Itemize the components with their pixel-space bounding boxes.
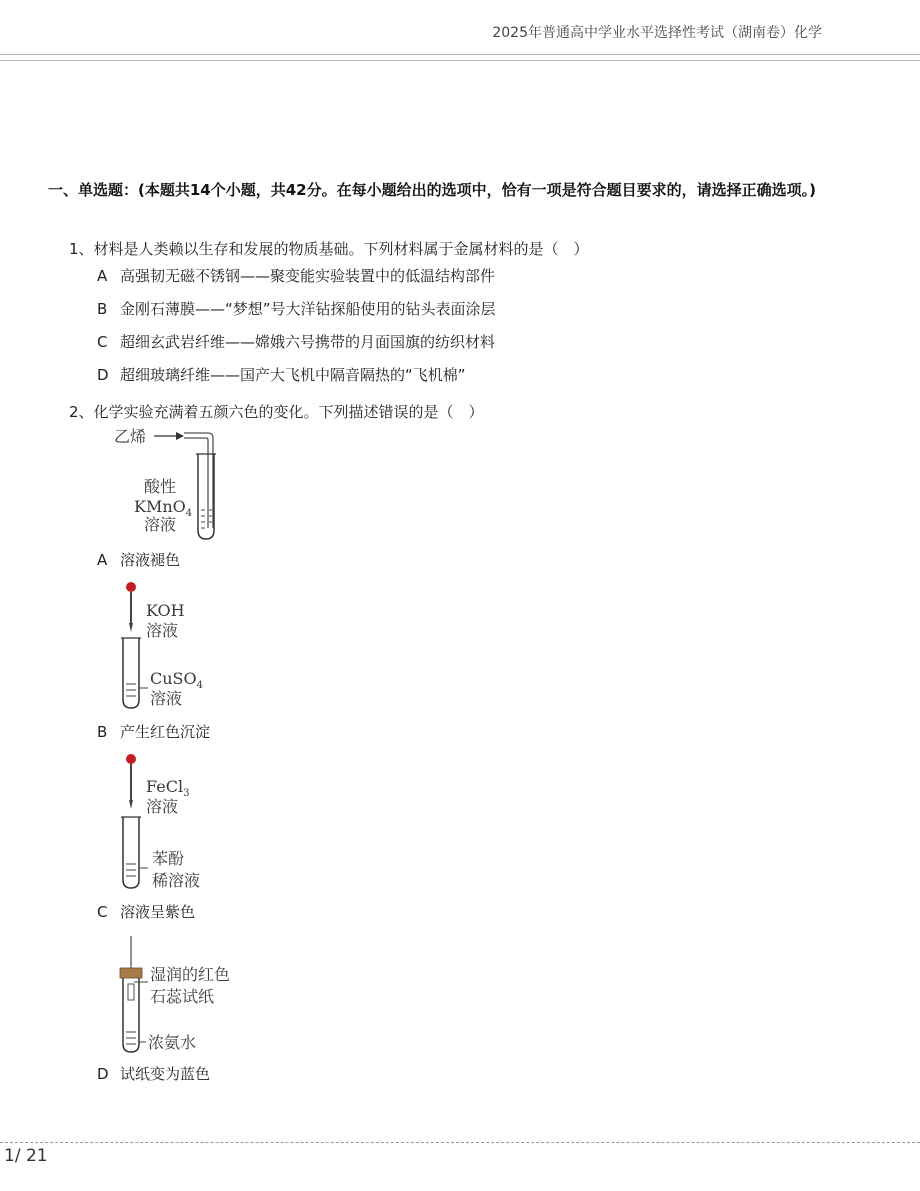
arrow-head-icon: [176, 432, 184, 440]
question-1-option-b[interactable]: [97, 298, 496, 319]
question-2-stem: 2、化学实验充满着五颜六色的变化。下列描述错误的是（ ）: [69, 403, 484, 421]
figure-c-fecl3-phenol: [110, 750, 240, 892]
dropper-bulb-icon: [126, 754, 136, 764]
option-text: 高强韧无磁不锈钢——聚变能实验装置中的低温结构部件: [120, 267, 496, 285]
option-letter: C: [97, 333, 108, 351]
figure-a-label-kmno4: KMnO$_4$: [134, 497, 193, 519]
question-2-option-c[interactable]: [97, 901, 195, 922]
figure-c-tube-label-dilute: 稀溶液: [152, 871, 201, 890]
figure-b-dropper-label-koh: KOH: [146, 601, 185, 620]
dropper-tip: [129, 623, 133, 632]
option-text: 产生红色沉淀: [120, 723, 211, 741]
question-2-option-b[interactable]: [97, 721, 210, 742]
figure-a-label-solution: 溶液: [144, 515, 177, 534]
option-letter: B: [97, 723, 108, 741]
header-divider: [0, 60, 920, 61]
option-text: 超细玄武岩纤维——嫦娥六号携带的月面国旗的纺织材料: [120, 333, 496, 351]
option-letter: A: [97, 267, 108, 285]
figure-d-ammonia-litmus: [110, 934, 250, 1060]
question-1-option-a[interactable]: [97, 265, 495, 286]
figure-b-tube-label-cuso4: CuSO$_4$: [150, 669, 203, 691]
figure-b-koh-cuso4: [110, 578, 240, 714]
figure-d-label-red-paper: 湿润的红色: [150, 965, 231, 984]
option-text: 超细玻璃纤维——国产大飞机中隔音隔热的“飞机棉”: [120, 366, 466, 384]
option-text: 试纸变为蓝色: [120, 1065, 211, 1083]
question-2-option-d[interactable]: [97, 1063, 210, 1084]
figure-c-dropper-label-solution: 溶液: [146, 797, 179, 816]
test-tube: [123, 638, 139, 708]
option-letter: D: [97, 1065, 109, 1083]
figure-d-label-litmus: 石蕊试纸: [150, 987, 215, 1006]
figure-d-label-ammonia: 浓氨水: [148, 1033, 197, 1052]
test-tube: [198, 454, 214, 539]
question-1-option-d[interactable]: [97, 364, 466, 385]
question-1-stem: 1、材料是人类赖以生存和发展的物质基础。下列材料属于金属材料的是（ ）: [69, 240, 589, 258]
dropper-bulb-icon: [126, 582, 136, 592]
figure-b-tube-label-solution: 溶液: [150, 689, 183, 708]
option-letter: A: [97, 551, 108, 569]
header-divider: [0, 54, 920, 55]
option-text: 溶液呈紫色: [120, 903, 196, 921]
option-text: 溶液褪色: [120, 551, 181, 569]
figure-a-gas-label: 乙烯: [114, 427, 147, 446]
section-title: 一、单选题：(本题共14个小题，共42分。在每小题给出的选项中，恰有一项是符合题目要求的，请选择正确选项。): [48, 181, 816, 199]
dropper-tip: [129, 800, 133, 809]
footer-divider: [0, 1142, 920, 1143]
question-1-option-c[interactable]: [97, 331, 495, 352]
option-letter: B: [97, 300, 108, 318]
option-text: 金刚石薄膜——“梦想”号大洋钻探船使用的钻头表面涂层: [120, 300, 496, 318]
option-letter: C: [97, 903, 108, 921]
exam-title: 2025年普通高中学业水平选择性考试（湖南卷）化学: [492, 25, 822, 41]
figure-a-label-acidic: 酸性: [144, 477, 177, 496]
figure-a-ethylene-kmno4: [110, 424, 240, 544]
page-number: 1/ 21: [4, 1146, 48, 1166]
test-tube: [123, 817, 139, 888]
option-letter: D: [97, 366, 109, 384]
rubber-stopper: [120, 968, 142, 978]
figure-c-dropper-label-fecl3: FeCl$_3$: [146, 777, 190, 799]
litmus-paper-strip: [128, 984, 134, 1000]
question-2-option-a[interactable]: [97, 549, 180, 570]
figure-c-tube-label-phenol: 苯酚: [152, 849, 185, 868]
figure-b-dropper-label-solution: 溶液: [146, 621, 179, 640]
